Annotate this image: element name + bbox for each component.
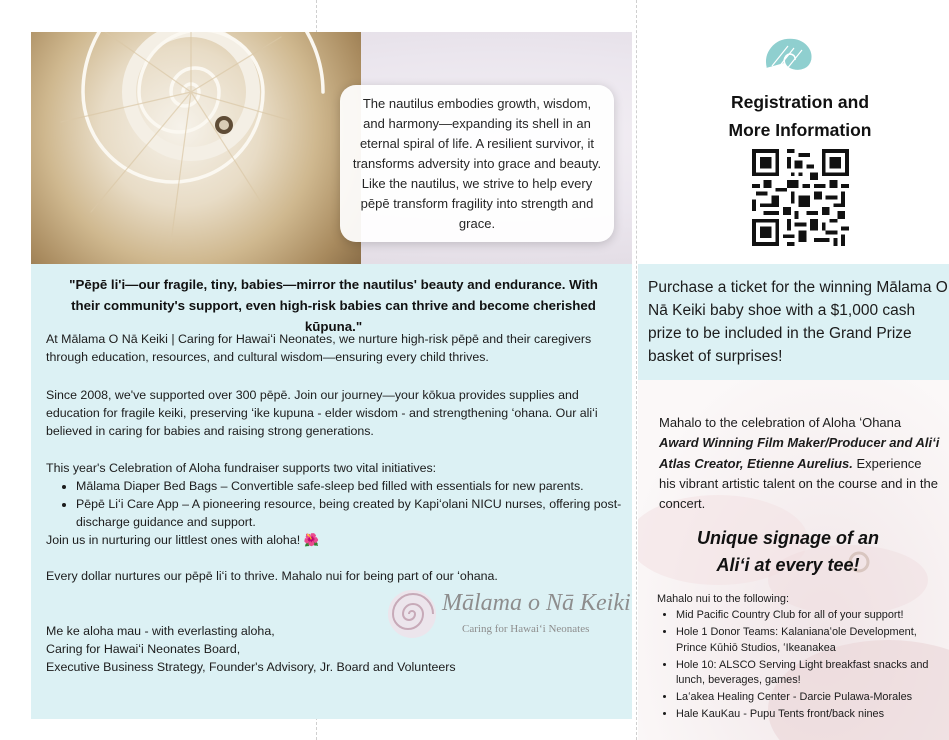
initiative-item: • Mālama Diaper Bed Bags – Convertible safe-sleep bed filled with essentials for new parents. <box>76 477 626 495</box>
nautilus-caption-card <box>340 85 614 242</box>
dollar-line: Every dollar nurtures our pēpē liʻi to thrive. Mahalo nui for being part of our ʻohana. <box>46 569 498 583</box>
sponsor-list <box>657 608 947 722</box>
signoff-line: Executive Business Strategy, Founder's Advisory, Jr. Board and Volunteers <box>46 660 456 674</box>
celebration-rest: Experience his vibrant artistic talent on the course and in the concert. <box>659 455 938 512</box>
signage-line: Aliʻi at every tee! <box>716 555 860 575</box>
signoff-block <box>46 622 626 676</box>
signoff-line: Caring for Hawaiʻi Neonates Board, <box>46 642 241 656</box>
initiatives-block <box>46 459 626 549</box>
nautilus-hero-image <box>31 32 632 264</box>
initiatives-intro: This year's Celebration of Aloha fundraiser supports two vital initiatives: <box>46 461 437 475</box>
intro-paragraph: At Mālama O Nā Keiki | Caring for Hawaiʻi Neonates, we nurture high-risk pēpē and their caregivers through education, resources, and cultural wisdom—ensuring every child thrives. <box>46 332 592 364</box>
nautilus-shell-icon <box>760 34 816 74</box>
logo-tagline: Caring for Hawaiʻi Neonates <box>462 623 590 635</box>
signoff-line: Me ke aloha mau - with everlasting aloha, <box>46 624 275 638</box>
signage-line: Unique signage of an <box>696 528 879 548</box>
sponsor-item: • Hale KauKau - Pupu Tents front/back nines <box>676 707 947 722</box>
celebration-intro: Mahalo to the celebration of Aloha ʻOhana <box>659 415 902 430</box>
sponsor-item: • Hole 1 Donor Teams: Kalanianaʻole Development, Prince Kūhiō Studios, ʻIkeanakea <box>676 625 947 655</box>
initiative-item: • Pēpē Liʻi Care App – A pioneering resource, being created by Kapiʻolani NICU nurses, offering post-discharge guidance and support. <box>76 495 626 531</box>
celebration-text <box>659 413 941 514</box>
sponsor-item: • Mid Pacific Country Club for all of your support! <box>676 608 947 623</box>
celebration-panel <box>638 380 949 740</box>
logo-name: Mālama o Nā Keiki <box>442 590 631 616</box>
pepe-lii-quote: "Pēpē li'i—our fragile, tiny, babies—mirror the nautilus' beauty and endurance. With their community's support, even high-risk babies can thrive and become cherished kūpuna." <box>69 277 598 334</box>
nautilus-caption-text: The nautilus embodies growth, wisdom, and harmony—expanding its shell in an eternal spiral of life. A resilient survivor, it transforms adversity into grace and beauty. Like the nautilus, we strive to help every pēpē transform fragility into strength and grace. <box>352 96 602 231</box>
initiatives-list <box>46 477 626 531</box>
fold-line <box>636 0 637 740</box>
history-paragraph: Since 2008, we've supported over 300 pēpē. Join our journey—your kōkua provides supplies and education for fragile keiki, preserving ʻike kupuna - elder wisdom - and strengthening ʻohana. Our aliʻi believed in caring for babies and raising strong generations. <box>46 388 598 438</box>
nautilus-shell-icon <box>31 32 371 264</box>
story-panel <box>31 264 632 719</box>
registration-title <box>710 88 890 144</box>
signage-headline <box>638 525 938 579</box>
sponsor-item: • Laʻakea Healing Center - Darcie Pulawa-Morales <box>676 690 947 705</box>
registration-title-line: More Information <box>728 120 872 140</box>
sponsor-thanks <box>657 592 947 725</box>
filmmaker-highlight: Award Winning Film Maker/Producer and Aliʻi Atlas Creator, Etienne Aurelius. <box>659 435 940 471</box>
sponsor-item: • Hole 10: ALSCO Serving Light breakfast snacks and lunch, beverages, games! <box>676 658 947 688</box>
thanks-title: Mahalo nui to the following: <box>657 593 789 605</box>
registration-title-line: Registration and <box>730 92 870 112</box>
purchase-ticket-text: Purchase a ticket for the winning Mālama O Nā Keiki baby shoe with a $1,000 cash prize to be included in the Grand Prize basket of surprises! <box>648 279 948 365</box>
registration-qr-code[interactable] <box>752 149 849 246</box>
join-us-line: Join us in nurturing our littlest ones with aloha! 🌺 <box>46 533 320 547</box>
purchase-ticket-panel <box>638 264 949 380</box>
